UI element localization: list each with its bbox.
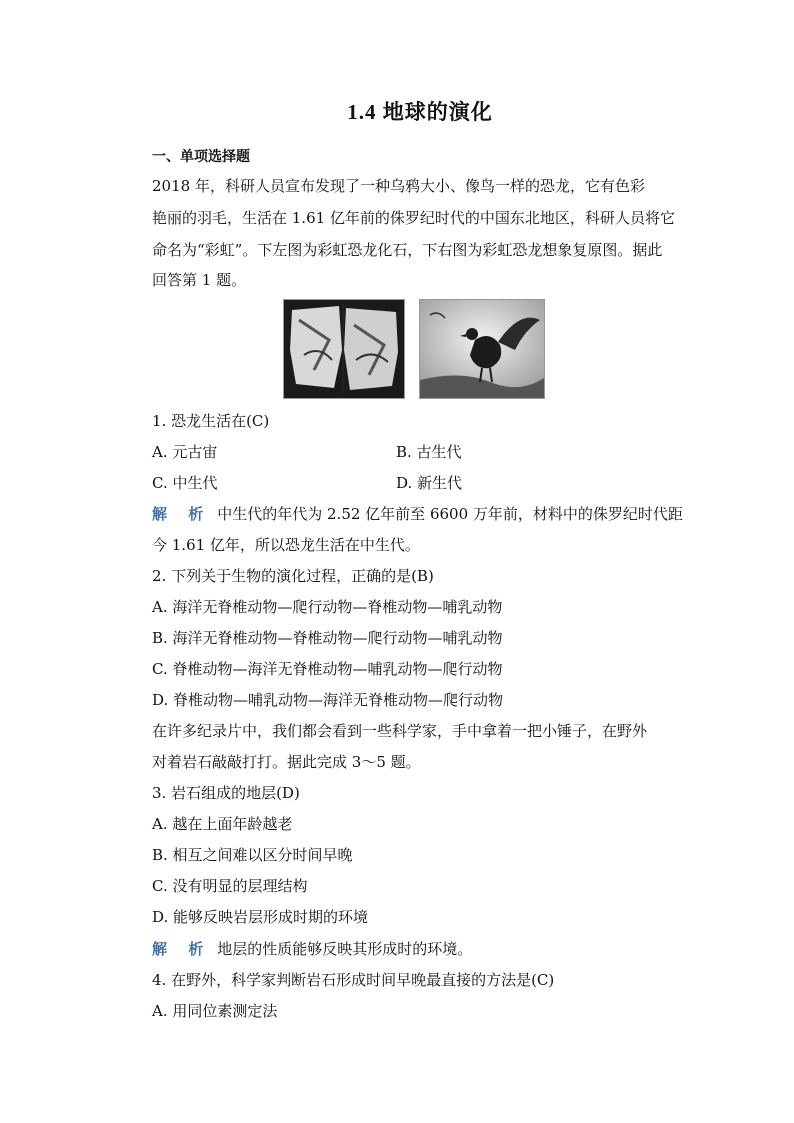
analysis-label: 解 析: [152, 940, 212, 958]
dinosaur-reconstruction-image: [419, 299, 545, 399]
q3-stem: 3. 岩石组成的地层(D): [152, 784, 300, 802]
q3-option-d: D. 能够反映岩层形成时期的环境: [152, 908, 369, 926]
q1-option-d: D. 新生代: [396, 474, 463, 492]
q3-analysis: [152, 939, 472, 959]
intro1-line-2: 艳丽的羽毛，生活在 1.61 亿年前的侏罗纪时代的中国东北地区，科研人员将它: [152, 209, 675, 227]
q3-analysis-line-1: 地层的性质能够反映其形成时的环境。: [217, 940, 473, 958]
q1-option-b: B. 古生代: [396, 443, 462, 461]
intro1-line-1: 2018 年，科研人员宣布发现了一种乌鸦大小、像鸟一样的恐龙，它有色彩: [152, 177, 645, 195]
q4-option-a: A. 用同位素测定法: [152, 1002, 278, 1020]
page-title: 1.4 地球的演化: [347, 100, 493, 124]
q1-analysis-line-2: 今 1.61 亿年，所以恐龙生活在中生代。: [152, 536, 420, 554]
q3-option-c: C. 没有明显的层理结构: [152, 877, 308, 895]
q1-stem: 1. 恐龙生活在(C): [152, 412, 270, 430]
q4-stem: 4. 在野外，科学家判断岩石形成时间早晚最直接的方法是(C): [152, 971, 555, 989]
q2-option-b: B. 海洋无脊椎动物—脊椎动物—爬行动物—哺乳动物: [152, 629, 503, 647]
figure-pair: [283, 299, 545, 397]
q2-option-d: D. 脊椎动物—哺乳动物—海洋无脊椎动物—爬行动物: [152, 691, 504, 709]
q2-option-c: C. 脊椎动物—海洋无脊椎动物—哺乳动物—爬行动物: [152, 660, 503, 678]
intro2-line-1: 在许多纪录片中，我们都会看到一些科学家，手中拿着一把小锤子，在野外: [152, 722, 648, 740]
intro1-line-4: 回答第 1 题。: [152, 271, 247, 289]
q1-analysis-line-1: 中生代的年代为 2.52 亿年前至 6600 万年前，材料中的侏罗纪时代距: [217, 505, 683, 523]
q2-option-a: A. 海洋无脊椎动物—爬行动物—脊椎动物—哺乳动物: [152, 598, 503, 616]
q1-analysis: [152, 504, 683, 524]
section-heading: 一、单项选择题: [152, 148, 250, 164]
q3-option-b: B. 相互之间难以区分时间早晚: [152, 846, 353, 864]
q1-option-c: C. 中生代: [152, 474, 218, 492]
intro2-line-2: 对着岩石敲敲打打。据此完成 3～5 题。: [152, 753, 421, 771]
intro1-line-3: 命名为“彩虹”。下左图为彩虹恐龙化石，下右图为彩虹恐龙想象复原图。据此: [152, 241, 663, 259]
q2-stem: 2. 下列关于生物的演化过程，正确的是(B): [152, 567, 434, 585]
fossil-image: [283, 299, 405, 399]
q3-option-a: A. 越在上面年龄越老: [152, 815, 293, 833]
analysis-label: 解 析: [152, 505, 212, 523]
q1-option-a: A. 元古宙: [152, 443, 218, 461]
